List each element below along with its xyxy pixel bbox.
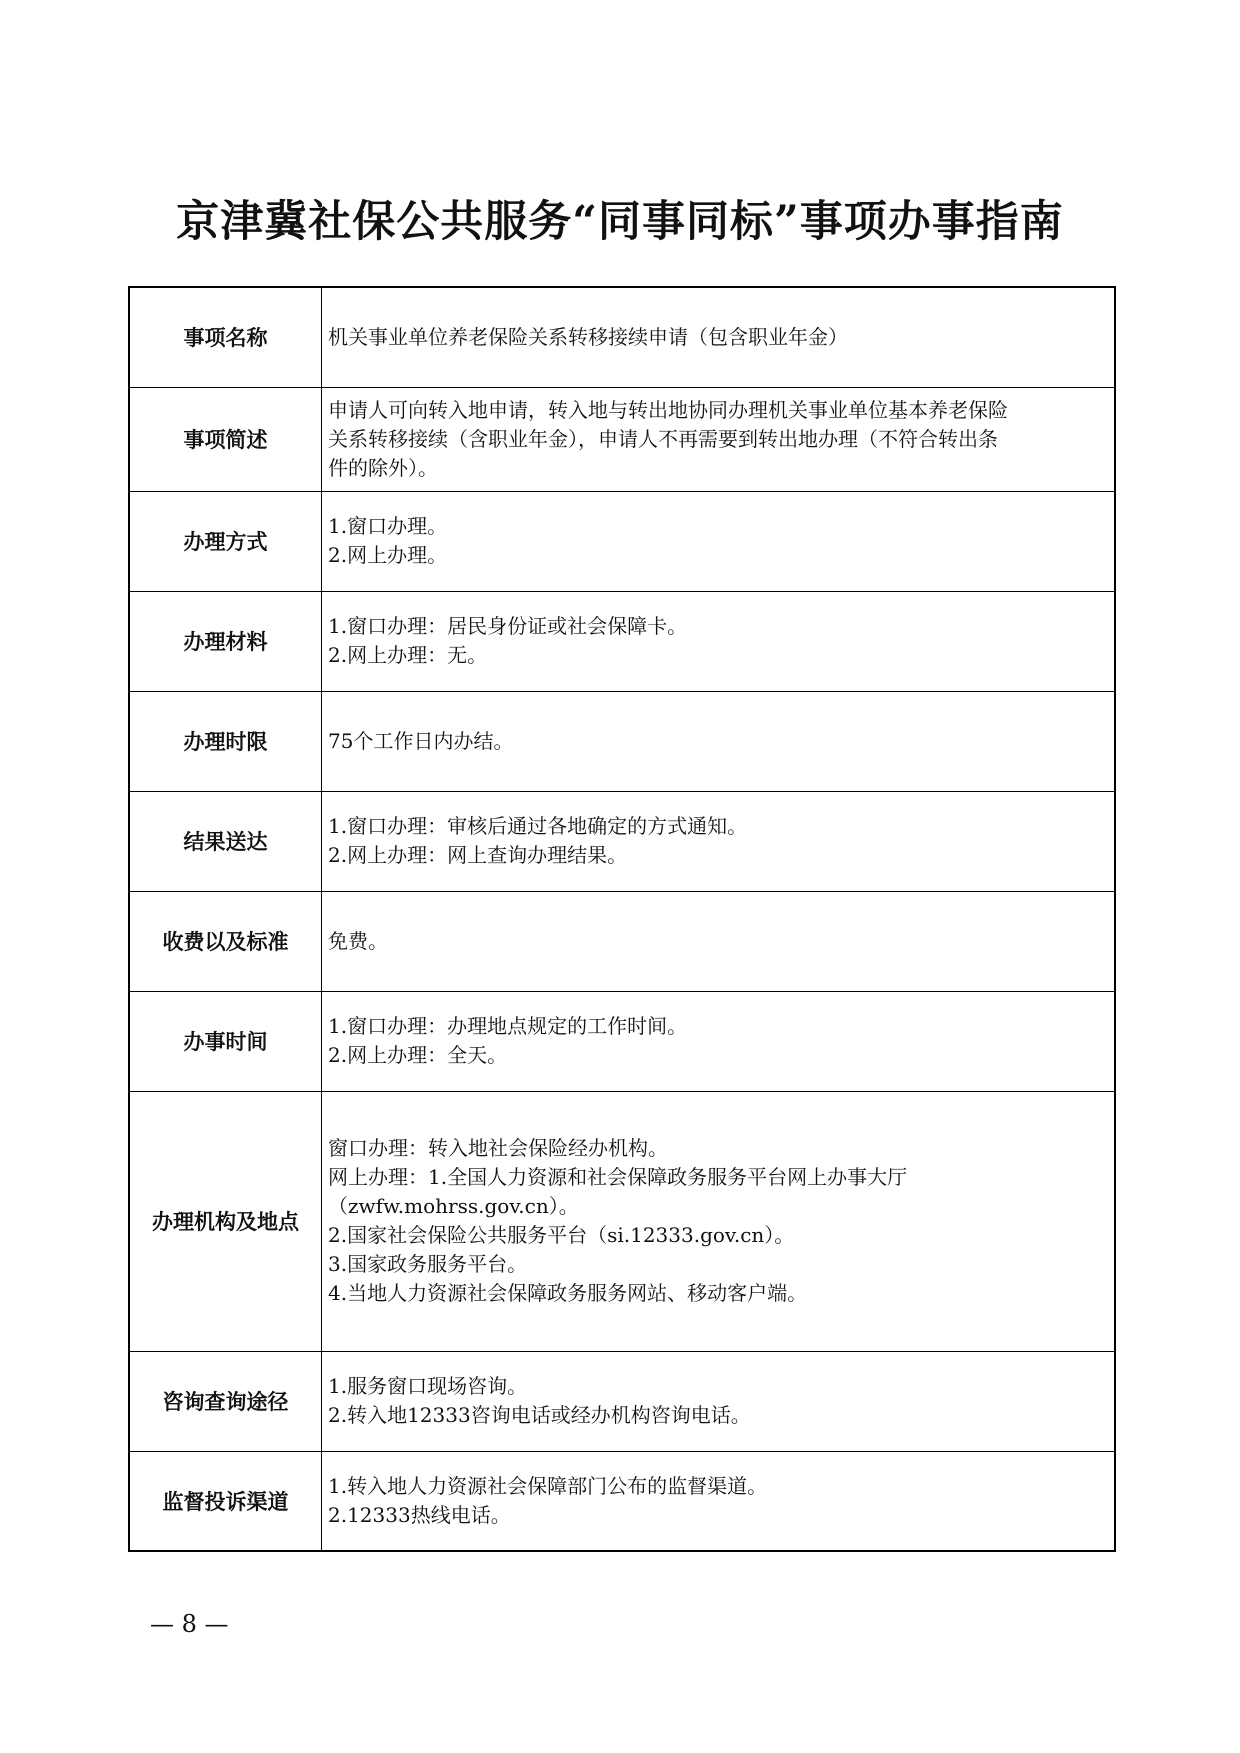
table-row [129,891,1115,991]
content-line: 1.窗口办理：办理地点规定的工作时间。 [328,1014,688,1038]
row-content [322,891,1116,991]
content-line: 1.窗口办理：居民身份证或社会保障卡。 [328,614,688,638]
content-line: 申请人可向转入地申请，转入地与转出地协同办理机关事业单位基本养老保险 [328,397,1008,422]
row-content [322,691,1116,791]
content-line: 2.网上办理：全天。 [328,1043,508,1067]
content-line: 窗口办理：转入地社会保险经办机构。 [328,1136,668,1160]
page-number: — 8 — [150,1610,229,1638]
content-line: 1.服务窗口现场咨询。 [328,1374,528,1398]
content-line: 机关事业单位养老保险关系转移接续申请（包含职业年金） [328,324,848,349]
table-row [129,491,1115,591]
content-line: 1.窗口办理：审核后通过各地确定的方式通知。 [328,814,748,838]
row-content [322,491,1116,591]
row-label: 办事时间 [129,991,322,1091]
row-label: 监督投诉渠道 [129,1451,322,1551]
content-line: 4.当地人力资源社会保障政务服务网站、移动客户端。 [328,1281,808,1305]
content-line: （zwfw.mohrss.gov.cn）。 [328,1194,579,1218]
content-line: 件的除外）。 [328,455,438,480]
table-row [129,591,1115,691]
content-line: 2.网上办理：网上查询办理结果。 [328,843,628,867]
row-content [322,991,1116,1091]
table-row [129,1091,1115,1351]
row-label: 事项简述 [129,387,322,491]
row-content [322,591,1116,691]
content-line: 1.转入地人力资源社会保障部门公布的监督渠道。 [328,1473,768,1498]
table-row [129,287,1115,387]
table-row [129,1351,1115,1451]
content-line: 2.网上办理。 [328,543,448,567]
row-label: 办理机构及地点 [129,1091,322,1351]
content-line: 3.国家政务服务平台。 [328,1252,528,1276]
content-line: 75个工作日内办结。 [328,728,514,753]
row-label: 事项名称 [129,287,322,387]
table-row [129,1451,1115,1551]
row-label: 咨询查询途径 [129,1351,322,1451]
row-label: 办理材料 [129,591,322,691]
row-content [322,1351,1116,1451]
table-row [129,387,1115,491]
row-content [322,1091,1116,1351]
content-line: 2.12333热线电话。 [328,1502,511,1527]
document-title: 京津冀社保公共服务“同事同标”事项办事指南 [176,197,1064,247]
content-line: 免费。 [328,928,388,953]
content-line: 2.转入地12333咨询电话或经办机构咨询电话。 [328,1403,751,1427]
guide-table [128,286,1116,1552]
content-line: 关系转移接续（含职业年金），申请人不再需要到转出地办理（不符合转出条 [328,426,998,451]
content-line: 2.网上办理：无。 [328,643,488,667]
row-label: 结果送达 [129,791,322,891]
table-row [129,791,1115,891]
table-row [129,691,1115,791]
table-row [129,991,1115,1091]
content-line: 2.国家社会保险公共服务平台（si.12333.gov.cn）。 [328,1223,795,1247]
row-content [322,1451,1116,1551]
row-label: 办理时限 [129,691,322,791]
row-label: 办理方式 [129,491,322,591]
row-content [322,791,1116,891]
row-content [322,387,1116,491]
row-label: 收费以及标准 [129,891,322,991]
row-content [322,287,1116,387]
content-line: 网上办理：1.全国人力资源和社会保障政务服务平台网上办事大厅 [328,1165,908,1189]
content-line: 1.窗口办理。 [328,514,448,538]
